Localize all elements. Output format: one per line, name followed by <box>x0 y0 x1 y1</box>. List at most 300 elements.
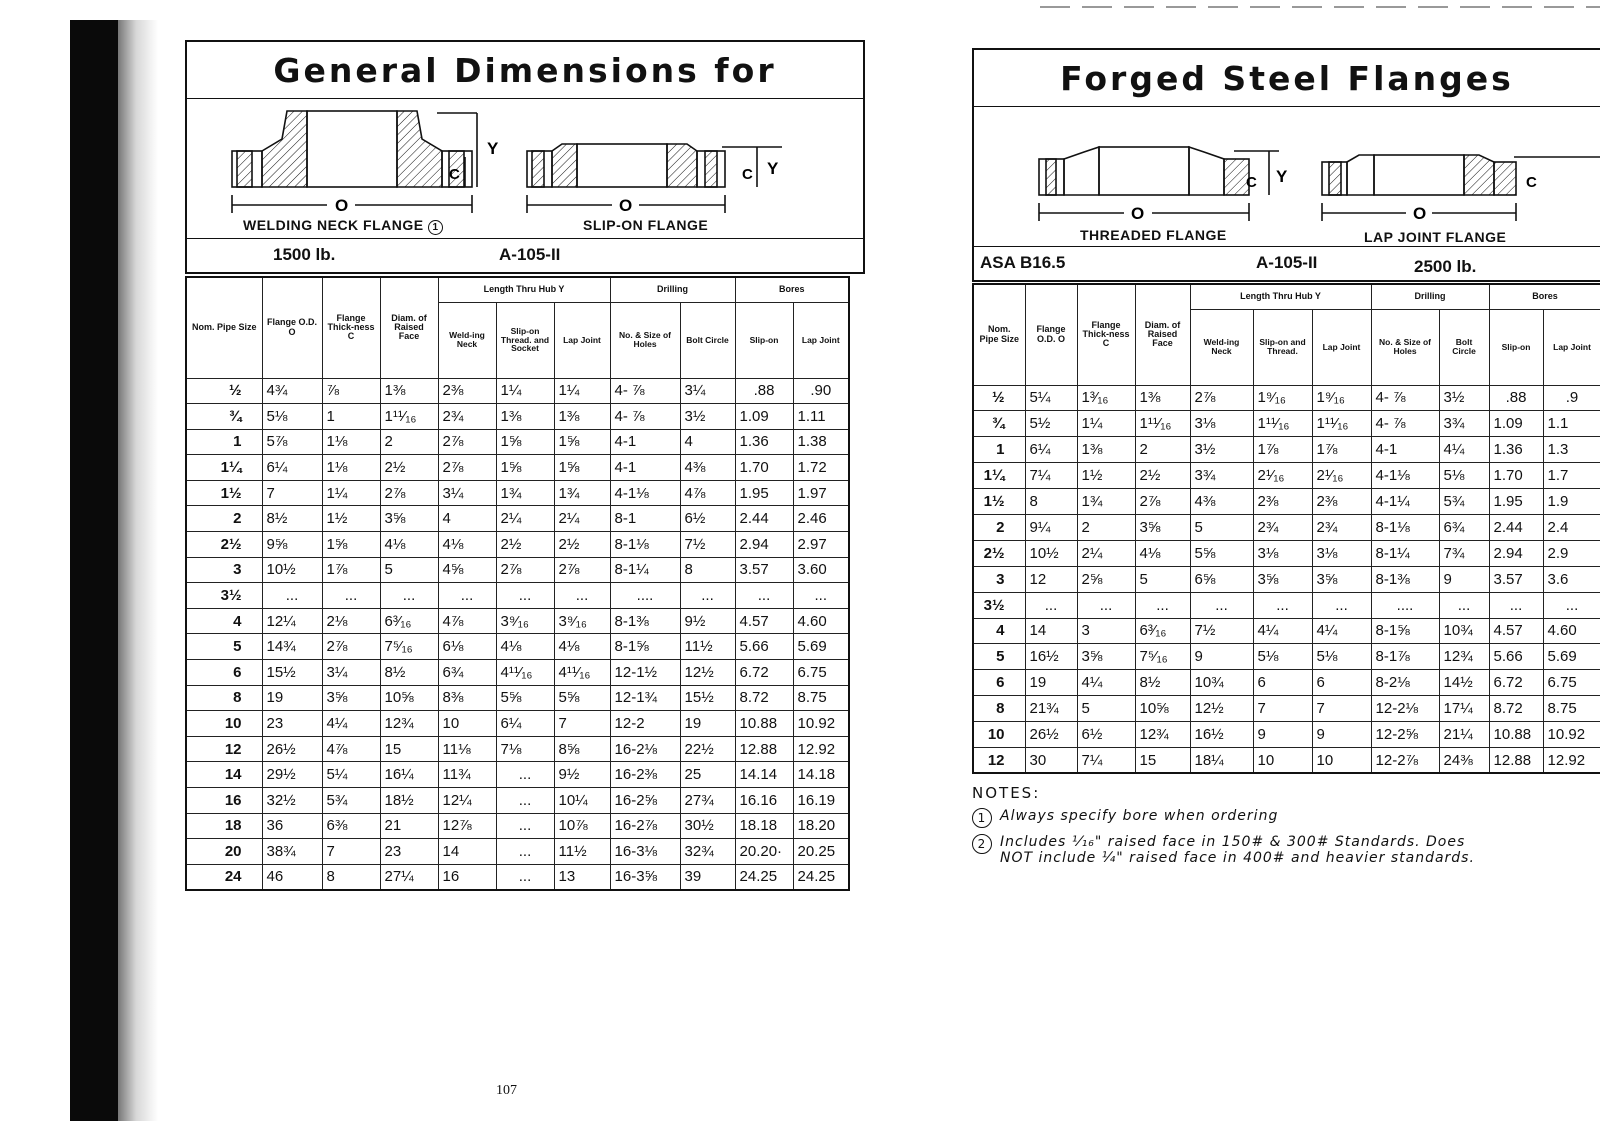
table-cell: 2¼ <box>496 506 554 532</box>
pipe-size-cell: 18 <box>186 813 262 839</box>
pipe-size-cell: 3½ <box>186 583 262 609</box>
table-cell: 21 <box>380 813 438 839</box>
table-cell: 10.88 <box>1489 722 1543 748</box>
table-cell: 3⅛ <box>1190 411 1253 437</box>
table-cell: 1 <box>322 404 380 430</box>
table-cell: 3¼ <box>438 480 496 506</box>
table-cell: 16-2⅛ <box>610 736 680 762</box>
table-cell: 2⅝ <box>1077 566 1135 592</box>
table-cell: 7 <box>1312 696 1371 722</box>
table-cell: 15½ <box>262 660 322 686</box>
pipe-size-cell: 1¼ <box>186 455 262 481</box>
table-cell: 12.92 <box>793 736 849 762</box>
table-cell: 8½ <box>380 660 438 686</box>
table-cell: 5¾ <box>1439 489 1489 515</box>
table-cell: 6¼ <box>496 711 554 737</box>
table-cell: 10 <box>438 711 496 737</box>
table-cell: 1⁹⁄₁₆ <box>1253 385 1312 411</box>
table-cell: 23 <box>380 839 438 865</box>
table-row <box>973 644 1600 670</box>
table-cell: 15 <box>1135 747 1190 773</box>
table-cell: 8-1⅛ <box>1371 514 1439 540</box>
table-cell: 1¼ <box>322 480 380 506</box>
table-cell: .... <box>610 583 680 609</box>
table-cell: 5⅛ <box>1253 644 1312 670</box>
table-cell: 4⅛ <box>380 532 438 558</box>
group-length-thru-hub: Length Thru Hub Y <box>438 277 610 302</box>
lap-joint-flange-drawing <box>1322 155 1600 221</box>
table-cell: 2 <box>1077 514 1135 540</box>
table-row <box>186 532 849 558</box>
note-1-marker: 1 <box>428 220 443 235</box>
table-cell: 2⅞ <box>322 634 380 660</box>
table-cell: ... <box>496 788 554 814</box>
table-cell: 12.88 <box>735 736 793 762</box>
table-cell: 7 <box>262 480 322 506</box>
table-cell: 15½ <box>680 685 735 711</box>
table-cell: 21¼ <box>1439 722 1489 748</box>
table-cell: 12.92 <box>1543 747 1600 773</box>
table-row <box>973 747 1600 773</box>
table-cell: 2¾ <box>1312 514 1371 540</box>
pipe-size-cell: ½ <box>186 378 262 404</box>
table-cell: 8 <box>1025 489 1077 515</box>
table-cell: ... <box>1025 592 1077 618</box>
table-cell: 2⅞ <box>1135 489 1190 515</box>
pipe-size-cell: 1¼ <box>973 463 1025 489</box>
dim-o-label-b: O <box>1413 204 1427 223</box>
table-cell: 2⅞ <box>438 455 496 481</box>
table-cell: 5¾ <box>322 788 380 814</box>
table-cell: 23 <box>262 711 322 737</box>
pipe-size-cell: ¾ <box>186 404 262 430</box>
table-cell: ... <box>496 864 554 890</box>
table-cell: 38¾ <box>262 839 322 865</box>
table-cell: 2⅞ <box>438 429 496 455</box>
table-cell: ... <box>554 583 610 609</box>
table-cell: 1.72 <box>793 455 849 481</box>
table-cell: 1.95 <box>735 480 793 506</box>
table-cell: ... <box>496 583 554 609</box>
table-cell: 19 <box>680 711 735 737</box>
col-raised-face: Diam. of Raised Face <box>1135 284 1190 385</box>
table-cell: 8⅝ <box>554 736 610 762</box>
pipe-size-cell: 10 <box>973 722 1025 748</box>
col-flange-od: Flange O.D. O <box>1025 284 1077 385</box>
table-cell: 10¼ <box>554 788 610 814</box>
table-cell: 8.72 <box>735 685 793 711</box>
table-cell: 36 <box>262 813 322 839</box>
table-cell: 2 <box>380 429 438 455</box>
table-cell: 3⅛ <box>1253 540 1312 566</box>
table-cell: 1⅝ <box>554 429 610 455</box>
table-cell: 12¼ <box>262 608 322 634</box>
pipe-size-cell: 3 <box>186 557 262 583</box>
table-cell: 4- ⅞ <box>1371 411 1439 437</box>
table-cell: 18.20 <box>793 813 849 839</box>
table-cell: 3⅝ <box>1312 566 1371 592</box>
table-row <box>186 506 849 532</box>
table-cell: ... <box>496 762 554 788</box>
table-cell: 2¹⁄₁₆ <box>1312 463 1371 489</box>
col-nom-pipe-size: Nom. Pipe Size <box>186 277 262 378</box>
table-cell: 9 <box>1439 566 1489 592</box>
table-row <box>973 592 1600 618</box>
pipe-size-cell: 10 <box>186 711 262 737</box>
table-cell: 8⅜ <box>438 685 496 711</box>
table-cell: 1⅝ <box>496 429 554 455</box>
table-cell: 1⁹⁄₁₆ <box>1312 385 1371 411</box>
col-slip-on-thread: Slip-on and Thread. <box>1253 309 1312 385</box>
pipe-size-cell: ½ <box>973 385 1025 411</box>
table-cell: 1¹¹⁄₁₆ <box>1135 411 1190 437</box>
group-bores: Bores <box>1489 284 1600 309</box>
note-1-text: Always specify bore when ordering <box>1000 808 1279 825</box>
table-cell: 14.18 <box>793 762 849 788</box>
table-cell: 11½ <box>680 634 735 660</box>
pipe-size-cell: 14 <box>186 762 262 788</box>
left-page <box>185 40 865 1098</box>
col-flange-od: Flange O.D. O <box>262 277 322 378</box>
table-cell: 21¾ <box>1025 696 1077 722</box>
table-cell: 3.57 <box>735 557 793 583</box>
pipe-size-cell: 6 <box>973 670 1025 696</box>
table-cell: 1³⁄₁₆ <box>1077 385 1135 411</box>
table-row <box>973 566 1600 592</box>
table-cell: 26½ <box>262 736 322 762</box>
table-cell: .90 <box>793 378 849 404</box>
table-cell: 8-1¼ <box>610 557 680 583</box>
table-cell: 4-1⅛ <box>610 480 680 506</box>
table-cell: 12 <box>1025 566 1077 592</box>
table-cell: 12¼ <box>438 788 496 814</box>
table-cell: 2⅞ <box>380 480 438 506</box>
table-cell: 1¼ <box>1077 411 1135 437</box>
table-cell: 6.75 <box>793 660 849 686</box>
table-cell: 2.97 <box>793 532 849 558</box>
table-cell: 12¾ <box>380 711 438 737</box>
right-page <box>972 48 1600 872</box>
dim-c-label-a: C <box>1246 174 1257 191</box>
material-spec: A-105-II <box>499 245 561 264</box>
table-cell: 5⅞ <box>262 429 322 455</box>
table-cell: .... <box>1371 592 1439 618</box>
table-cell: 6¼ <box>262 455 322 481</box>
pipe-size-cell: 20 <box>186 839 262 865</box>
table-cell: 2.46 <box>793 506 849 532</box>
table-cell: 2⅜ <box>438 378 496 404</box>
table-cell: 3⁹⁄₁₆ <box>496 608 554 634</box>
table-cell: 4.57 <box>1489 618 1543 644</box>
table-cell: 5⅝ <box>554 685 610 711</box>
table-cell: 3⅝ <box>1253 566 1312 592</box>
col-thickness: Flange Thick-ness C <box>322 277 380 378</box>
table-cell: 7 <box>322 839 380 865</box>
table-cell: ... <box>1253 592 1312 618</box>
table-row <box>186 404 849 430</box>
table-row <box>973 540 1600 566</box>
table-cell: 1.7 <box>1543 463 1600 489</box>
col-slip-on-thread-socket: Slip-on Thread. and Socket <box>496 302 554 378</box>
table-cell: 11½ <box>554 839 610 865</box>
page-title: General Dimensions for <box>273 50 777 90</box>
flange-drawings <box>972 106 1600 246</box>
table-cell: 12-2⅝ <box>1371 722 1439 748</box>
col-welding-neck: Weld-ing Neck <box>438 302 496 378</box>
table-cell: 5.66 <box>1489 644 1543 670</box>
table-cell: 1.09 <box>735 404 793 430</box>
table-cell: 3½ <box>1190 437 1253 463</box>
table-cell: 10 <box>1312 747 1371 773</box>
table-cell: 1¾ <box>554 480 610 506</box>
table-cell: 10½ <box>1025 540 1077 566</box>
table-cell: 10¾ <box>1190 670 1253 696</box>
table-cell: 5 <box>1190 514 1253 540</box>
notes-section <box>972 784 1600 866</box>
table-cell: 7¾ <box>1439 540 1489 566</box>
pipe-size-cell: ¾ <box>973 411 1025 437</box>
table-cell: 1⅞ <box>1312 437 1371 463</box>
table-cell: ... <box>496 839 554 865</box>
table-cell: 6½ <box>1077 722 1135 748</box>
col-raised-face: Diam. of Raised Face <box>380 277 438 378</box>
table-cell: 10⅞ <box>554 813 610 839</box>
table-cell: 8-1⅜ <box>1371 566 1439 592</box>
table-cell: 4-1⅛ <box>1371 463 1439 489</box>
table-cell: 5 <box>1077 696 1135 722</box>
table-cell: 5.69 <box>1543 644 1600 670</box>
table-cell: 12-2⅞ <box>1371 747 1439 773</box>
table-row <box>186 660 849 686</box>
col-bolt-circle: Bolt Circle <box>1439 309 1489 385</box>
table-row <box>973 385 1600 411</box>
table-cell: 6⅝ <box>1190 566 1253 592</box>
table-cell: 6 <box>1312 670 1371 696</box>
table-cell: 1.9 <box>1543 489 1600 515</box>
col-welding-neck: Weld-ing Neck <box>1190 309 1253 385</box>
table-row <box>186 762 849 788</box>
pipe-size-cell: 1 <box>186 429 262 455</box>
table-cell: 9⅝ <box>262 532 322 558</box>
table-cell: 4¼ <box>1253 618 1312 644</box>
table-row <box>186 711 849 737</box>
title-box <box>972 48 1600 106</box>
book-spine-shadow <box>70 20 118 1121</box>
table-cell: 16-2⅜ <box>610 762 680 788</box>
table-row <box>186 608 849 634</box>
table-cell: ... <box>1489 592 1543 618</box>
dim-c-label-b: C <box>742 166 753 183</box>
pipe-size-cell: 2½ <box>973 540 1025 566</box>
group-drilling: Drilling <box>610 277 735 302</box>
table-cell: 13 <box>554 864 610 890</box>
lap-joint-flange-label: LAP JOINT FLANGE <box>1364 229 1507 245</box>
table-cell: 8½ <box>262 506 322 532</box>
table-cell: 4¹¹⁄₁₆ <box>554 660 610 686</box>
table-cell: 9 <box>1253 722 1312 748</box>
table-cell: 12½ <box>680 660 735 686</box>
table-cell: 5⅛ <box>1439 463 1489 489</box>
table-cell: 8.75 <box>793 685 849 711</box>
table-cell: 14¾ <box>262 634 322 660</box>
table-cell: 29½ <box>262 762 322 788</box>
table-cell: 4¼ <box>322 711 380 737</box>
table-cell: 6⅛ <box>438 634 496 660</box>
dim-o-label-a: O <box>1131 204 1145 223</box>
table-cell: 26½ <box>1025 722 1077 748</box>
table-cell: 2¹⁄₁₆ <box>1253 463 1312 489</box>
table-cell: 7⁵⁄₁₆ <box>1135 644 1190 670</box>
table-cell: 18.18 <box>735 813 793 839</box>
table-cell: 4¾ <box>262 378 322 404</box>
table-cell: 8-1⅞ <box>1371 644 1439 670</box>
table-cell: 5⅛ <box>1312 644 1371 670</box>
table-cell: ... <box>496 813 554 839</box>
table-cell: 1¾ <box>1077 489 1135 515</box>
table-cell: 11⅛ <box>438 736 496 762</box>
table-row <box>186 736 849 762</box>
table-cell: 1¹¹⁄₁₆ <box>1312 411 1371 437</box>
table-cell: ... <box>438 583 496 609</box>
table-cell: 4⅛ <box>554 634 610 660</box>
table-cell: 7⅛ <box>496 736 554 762</box>
table-cell: 2½ <box>496 532 554 558</box>
table-cell: 4- ⅞ <box>610 378 680 404</box>
table-cell: 2¾ <box>1253 514 1312 540</box>
col-lap-joint: Lap Joint <box>1312 309 1371 385</box>
table-row <box>186 864 849 890</box>
table-cell: 32½ <box>262 788 322 814</box>
table-cell: 1½ <box>322 506 380 532</box>
table-cell: 16½ <box>1190 722 1253 748</box>
table-cell: ... <box>1190 592 1253 618</box>
table-row <box>186 685 849 711</box>
table-cell: 2½ <box>1135 463 1190 489</box>
table-cell: 4- ⅞ <box>1371 385 1439 411</box>
pipe-size-cell: 12 <box>973 747 1025 773</box>
table-cell: 12⅞ <box>438 813 496 839</box>
pipe-size-cell: 1½ <box>973 489 1025 515</box>
table-cell: 1¹¹⁄₁₆ <box>1253 411 1312 437</box>
table-cell: 18¼ <box>1190 747 1253 773</box>
table-cell: 14 <box>438 839 496 865</box>
table-cell: 8 <box>322 864 380 890</box>
group-length-thru-hub: Length Thru Hub Y <box>1190 284 1371 309</box>
table-cell: 3.60 <box>793 557 849 583</box>
table-cell: 3.6 <box>1543 566 1600 592</box>
dim-y-label-a: Y <box>1276 167 1288 186</box>
table-cell: 2.44 <box>1489 514 1543 540</box>
table-cell: 4 <box>438 506 496 532</box>
table-cell: 4.57 <box>735 608 793 634</box>
table-cell: 2.4 <box>1543 514 1600 540</box>
table-cell: 2¼ <box>554 506 610 532</box>
table-cell: 12-1¾ <box>610 685 680 711</box>
col-nom-pipe-size: Nom. Pipe Size <box>973 284 1025 385</box>
table-cell: 4⅞ <box>438 608 496 634</box>
table-row <box>186 378 849 404</box>
table-cell: 1⅜ <box>554 404 610 430</box>
pipe-size-cell: 5 <box>973 644 1025 670</box>
table-cell: ... <box>1439 592 1489 618</box>
table-cell: 2⅜ <box>1312 489 1371 515</box>
table-cell: 6⅜ <box>322 813 380 839</box>
table-cell: 2¾ <box>438 404 496 430</box>
note-2-text: Includes ¹⁄₁₆" raised face in 150# & 300# Standards. Does NOT include ¼" raised face in 400# and heavier standards. <box>1000 834 1475 867</box>
table-cell: .88 <box>735 378 793 404</box>
table-cell: 5¼ <box>1025 385 1077 411</box>
table-cell: 1¹¹⁄₁₆ <box>380 404 438 430</box>
table-cell: ... <box>1077 592 1135 618</box>
table-cell: 30 <box>1025 747 1077 773</box>
table-cell: 6 <box>1253 670 1312 696</box>
table-cell: 9½ <box>554 762 610 788</box>
table-cell: 2 <box>1135 437 1190 463</box>
table-cell: 1⅛ <box>322 429 380 455</box>
table-cell: 8-1⅛ <box>610 532 680 558</box>
table-cell: 2.44 <box>735 506 793 532</box>
table-cell: 10⅝ <box>1135 696 1190 722</box>
table-cell: 8-1¼ <box>1371 540 1439 566</box>
table-cell: 2⅜ <box>1253 489 1312 515</box>
table-cell: 25 <box>680 762 735 788</box>
table-cell: 4-1 <box>610 429 680 455</box>
table-cell: 14.14 <box>735 762 793 788</box>
table-cell: 4.60 <box>793 608 849 634</box>
table-cell: ... <box>1312 592 1371 618</box>
table-cell: 30½ <box>680 813 735 839</box>
pressure-class: 1500 lb. <box>273 245 336 264</box>
table-cell: 6¾ <box>1439 514 1489 540</box>
spec-bar <box>972 246 1600 282</box>
table-row <box>186 788 849 814</box>
note-2 <box>972 834 1482 866</box>
table-cell: 4⅞ <box>680 480 735 506</box>
table-cell: 19 <box>1025 670 1077 696</box>
table-cell: 4⅛ <box>438 532 496 558</box>
dim-c-label-b: C <box>1526 174 1537 191</box>
table-body <box>186 378 849 890</box>
table-cell: 10.88 <box>735 711 793 737</box>
table-cell: 2½ <box>554 532 610 558</box>
table-cell: ... <box>735 583 793 609</box>
pipe-size-cell: 8 <box>186 685 262 711</box>
slip-on-label: SLIP-ON FLANGE <box>583 217 709 233</box>
table-cell: 2⅞ <box>554 557 610 583</box>
table-cell: 24.25 <box>735 864 793 890</box>
table-cell: 1.97 <box>793 480 849 506</box>
table-cell: 16.19 <box>793 788 849 814</box>
table-cell: 7⁵⁄₁₆ <box>380 634 438 660</box>
table-cell: 1.36 <box>735 429 793 455</box>
table-cell: 4 <box>680 429 735 455</box>
table-cell: 7 <box>554 711 610 737</box>
table-cell: 1½ <box>1077 463 1135 489</box>
col-holes: No. & Size of Holes <box>1371 309 1439 385</box>
pipe-size-cell: 3½ <box>973 592 1025 618</box>
table-cell: 27¾ <box>680 788 735 814</box>
table-cell: 1⅞ <box>322 557 380 583</box>
table-cell: 9¼ <box>1025 514 1077 540</box>
table-cell: 3¼ <box>680 378 735 404</box>
table-cell: 20.20· <box>735 839 793 865</box>
table-cell: 27¼ <box>380 864 438 890</box>
table-cell: 12½ <box>1190 696 1253 722</box>
table-cell: 1.36 <box>1489 437 1543 463</box>
table-cell: 3½ <box>680 404 735 430</box>
col-bore-slip-on: Slip-on <box>735 302 793 378</box>
table-cell: 2.94 <box>735 532 793 558</box>
